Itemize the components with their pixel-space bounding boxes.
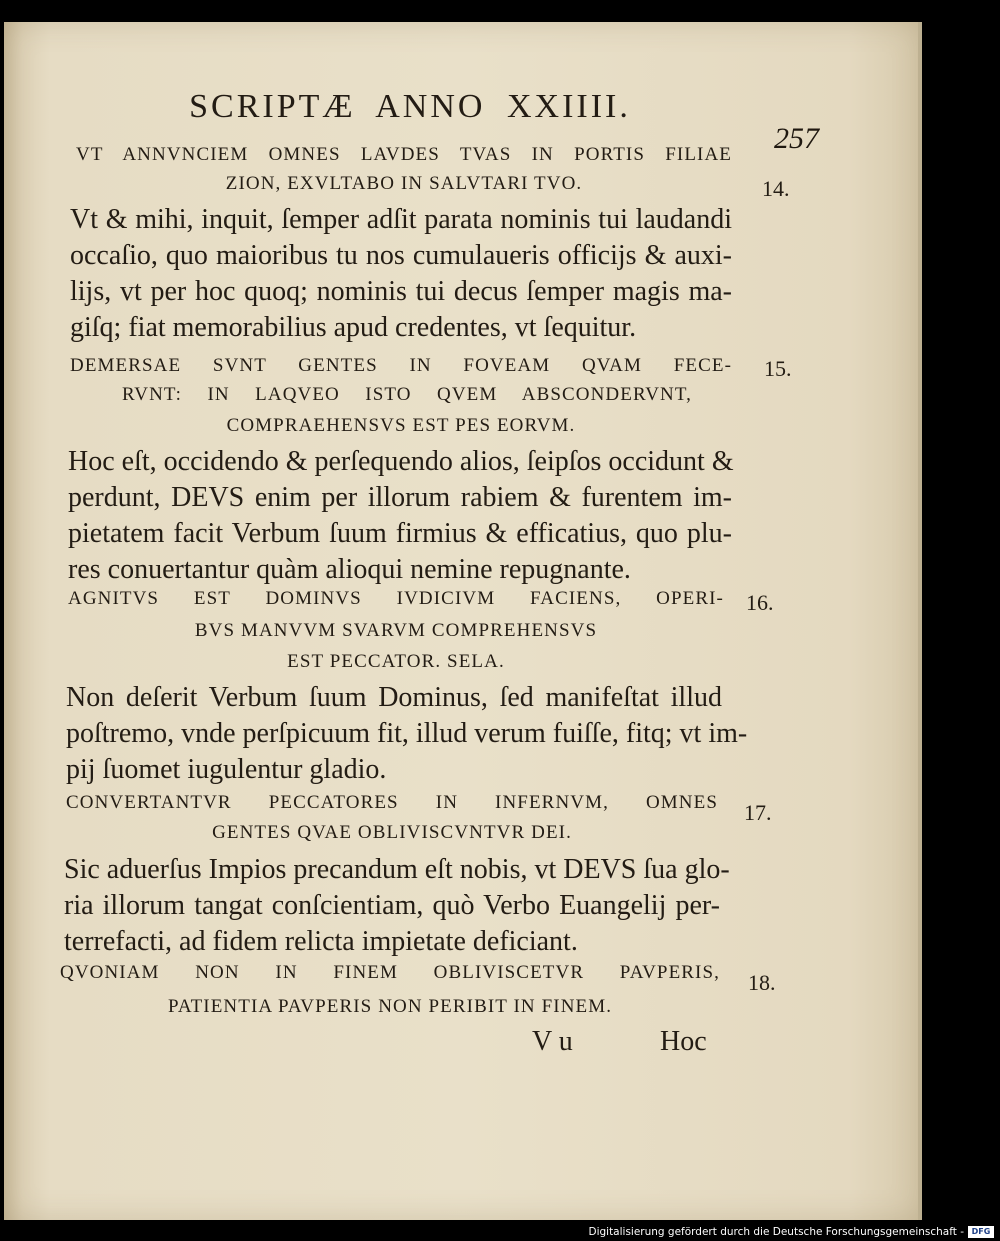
commentary-line: Hoc eſt, occidendo & perſequendo alios, ſeipſos occidunt & xyxy=(68,446,734,477)
catchword: Hoc xyxy=(660,1026,707,1057)
funding-credit: Digitalisierung gefördert durch die Deutsche Forschungsgemeinschaft - xyxy=(588,1226,964,1238)
commentary-line: Vt & mihi, inquit, ſemper adſit parata nominis tui laudandi xyxy=(70,204,732,235)
page-edge xyxy=(918,22,922,1220)
signature-mark: V u xyxy=(532,1026,573,1057)
commentary-line: terrefacti, ad fidem relicta impietate deficiant. xyxy=(64,926,578,957)
commentary-line: lijs, vt per hoc quoq; nominis tui decus ſemper magis ma- xyxy=(70,276,732,307)
verse-line: COMPRAEHENSVS EST PES EORVM. xyxy=(226,415,576,436)
verse-line: PATIENTIA PAVPERIS NON PERIBIT IN FINEM. xyxy=(167,996,613,1017)
commentary-line: ria illorum tangat conſcientiam, quò Verbo Euangelij per- xyxy=(64,890,720,921)
verse-line: BVS MANVVM SVARVM COMPREHENSVS xyxy=(194,620,598,641)
folio-number: 257 xyxy=(774,122,819,155)
verse-line: CONVERTANTVR PECCATORES IN INFERNVM, OMNES xyxy=(66,792,718,813)
verse-number: 15. xyxy=(764,356,792,381)
commentary-line: giſq; fiat memorabilius apud credentes, vt ſequitur. xyxy=(70,312,637,343)
verse-line: QVONIAM NON IN FINEM OBLIVISCETVR PAVPERIS, xyxy=(60,962,720,983)
verse-number: 14. xyxy=(762,176,790,201)
commentary-line: Non deſerit Verbum ſuum Dominus, ſed manifeſtat illud xyxy=(66,682,722,713)
verse-line: ZION, EXVLTABO IN SALVTARI TVO. xyxy=(225,173,583,194)
commentary-line: occaſio, quo maioribus tu nos cumulaueris officijs & auxi- xyxy=(70,240,732,271)
commentary-line: res conuertantur quàm alioqui nemine repugnante. xyxy=(68,554,631,585)
verse-number: 17. xyxy=(744,800,772,825)
verse-line: VT ANNVNCIEM OMNES LAVDES TVAS IN PORTIS FILIAE xyxy=(76,144,732,165)
verse-number: 16. xyxy=(746,590,774,615)
book-page xyxy=(4,22,922,1220)
verse-line: AGNITVS EST DOMINVS IVDICIVM FACIENS, OPERI- xyxy=(68,588,724,609)
commentary-line: pietatem facit Verbum ſuum firmius & efficatius, quo plu- xyxy=(68,518,732,549)
verse-line: DEMERSAE SVNT GENTES IN FOVEAM QVAM FECE- xyxy=(70,355,732,376)
commentary-line: Sic aduerſus Impios precandum eſt nobis, vt DEVS ſua glo- xyxy=(64,854,730,885)
commentary-line: pij ſuomet iugulentur gladio. xyxy=(66,754,387,785)
commentary-line: perdunt, DEVS enim per illorum rabiem & furentem im- xyxy=(68,482,732,513)
running-head: SCRIPTÆ ANNO XXIIII. xyxy=(189,88,631,125)
footer-bar xyxy=(588,1225,994,1239)
verse-line: EST PECCATOR. SELA. xyxy=(287,651,505,672)
verse-line: RVNT: IN LAQVEO ISTO QVEM ABSCONDERVNT, xyxy=(122,384,692,405)
verse-number: 18. xyxy=(748,970,776,995)
commentary-line: poſtremo, vnde perſpicuum fit, illud verum fuiſſe, fitq; vt im- xyxy=(66,718,748,749)
verse-line: GENTES QVAE OBLIVISCVNTVR DEI. xyxy=(212,822,572,843)
dfg-logo[interactable]: DFG xyxy=(968,1226,994,1238)
